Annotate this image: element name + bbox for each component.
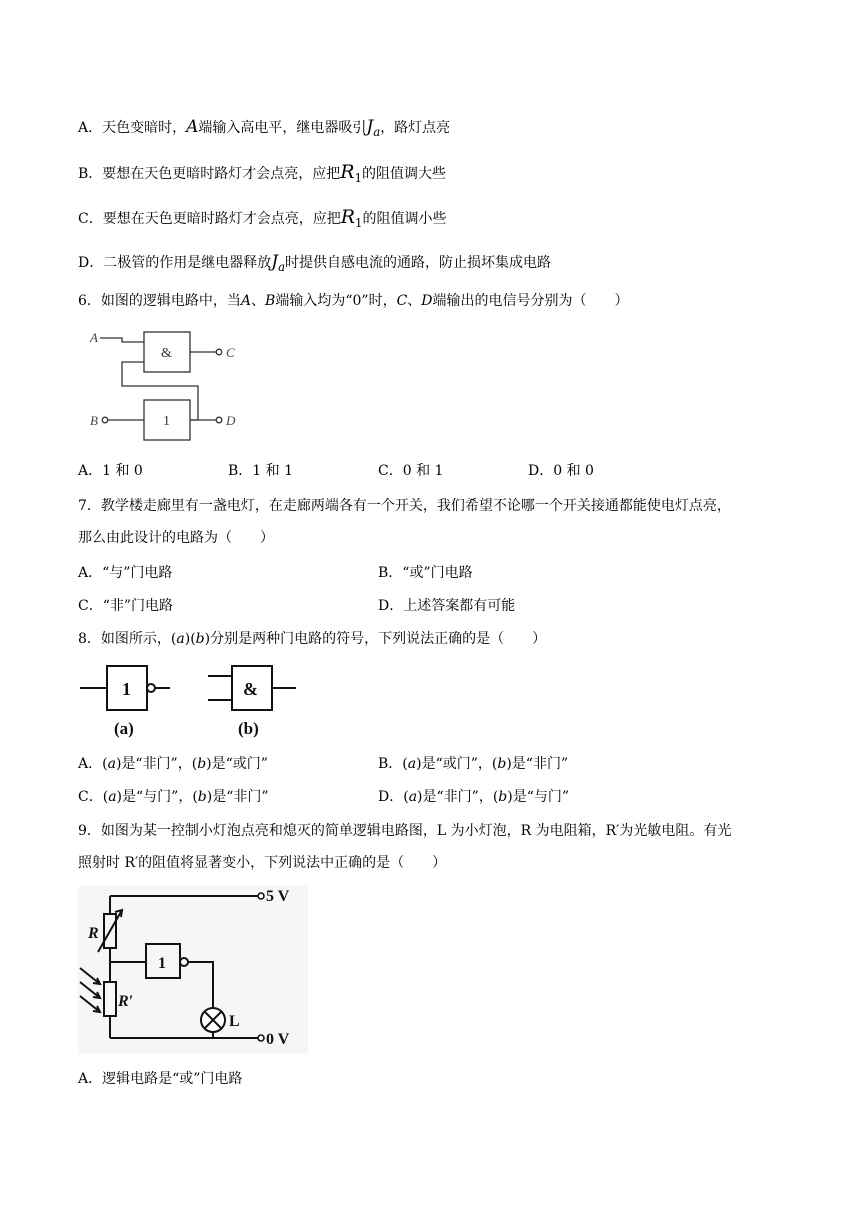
- q8-stem: 8．如图所示，(a)(b)分别是两种门电路的符号，下列说法正确的是（ ）: [78, 631, 547, 647]
- q8-label-a: (a): [114, 719, 134, 738]
- q6-logic-circuit-figure: [86, 322, 246, 446]
- q9-label-lamp: L: [229, 1013, 240, 1030]
- q9-stem-line1: 9．如图为某一控制小灯泡点亮和熄灭的简单逻辑电路图，L 为小灯泡，R 为电阻箱，R′为光敏电阻。有光: [78, 823, 732, 839]
- q8-option-c[interactable]: C．(a)是“与门”，(b)是“非门”: [78, 789, 269, 805]
- q8-option-b[interactable]: B．(a)是“或门”，(b)是“非门”: [378, 756, 569, 772]
- q6-label-a: A: [90, 330, 98, 345]
- q8-not-symbol: 1: [122, 679, 131, 699]
- q7-option-d[interactable]: D．上述答案都有可能: [378, 598, 516, 614]
- q6-label-c: C: [226, 345, 235, 360]
- q5-option-a[interactable]: A．天色变暗时，A端输入高电平，继电器吸引$J_a$，路灯点亮: [78, 117, 451, 139]
- q8-option-a[interactable]: A．(a)是“非门”，(b)是“或门”: [78, 756, 268, 772]
- q8-option-d[interactable]: D．(a)是“非门”，(b)是“与门”: [378, 789, 570, 805]
- q8-and-symbol: &: [243, 679, 258, 699]
- q5-option-b[interactable]: B．要想在天色更暗时路灯才会点亮，应把$R_1$的阻值调大些: [78, 161, 447, 185]
- q5-option-c[interactable]: C．要想在天色更暗时路灯才会点亮，应把$R_1$的阻值调小些: [78, 206, 447, 230]
- q6-option-b[interactable]: B．1 和 1: [228, 463, 294, 479]
- q6-label-b: B: [90, 413, 98, 428]
- q7-option-b[interactable]: B．“或”门电路: [378, 565, 473, 581]
- q6-option-a[interactable]: A．1 和 0: [78, 463, 143, 479]
- q6-or-symbol: 1: [163, 414, 170, 429]
- q6-stem: 6．如图的逻辑电路中，当A、B端输入均为“0”时，C、D端输出的电信号分别为（ ）: [78, 293, 629, 309]
- q9-label-r: R: [88, 925, 99, 942]
- q9-circuit-figure: [78, 886, 308, 1054]
- q9-stem-line2: 照射时 R′的阻值将显著变小，下列说法中正确的是（ ）: [78, 855, 447, 871]
- q6-option-d[interactable]: D．0 和 0: [528, 463, 594, 479]
- q9-gate-symbol: 1: [158, 955, 166, 972]
- q9-label-0v: 0 V: [266, 1031, 290, 1048]
- q7-option-a[interactable]: A．“与”门电路: [78, 565, 173, 581]
- q8-label-b: (b): [238, 719, 259, 738]
- q7-stem-line1: 7．教学楼走廊里有一盏电灯，在走廊两端各有一个开关，我们希望不论哪一个开关接通都能使电灯点亮，: [78, 498, 731, 514]
- q5-option-d[interactable]: D．二极管的作用是继电器释放$J_a$时提供自感电流的通路，防止损坏集成电路: [78, 252, 552, 274]
- q8-gate-symbols-figure: [78, 660, 308, 740]
- q6-option-c[interactable]: C．0 和 1: [378, 463, 444, 479]
- q9-label-r-prime: R′: [118, 993, 134, 1010]
- q9-label-5v: 5 V: [266, 888, 290, 905]
- q6-and-symbol: &: [161, 346, 172, 361]
- q7-option-c[interactable]: C．“非”门电路: [78, 598, 174, 614]
- q6-label-d: D: [226, 413, 236, 428]
- q7-stem-line2: 那么由此设计的电路为（ ）: [78, 530, 274, 546]
- q9-option-a[interactable]: A．逻辑电路是“或”门电路: [78, 1071, 243, 1087]
